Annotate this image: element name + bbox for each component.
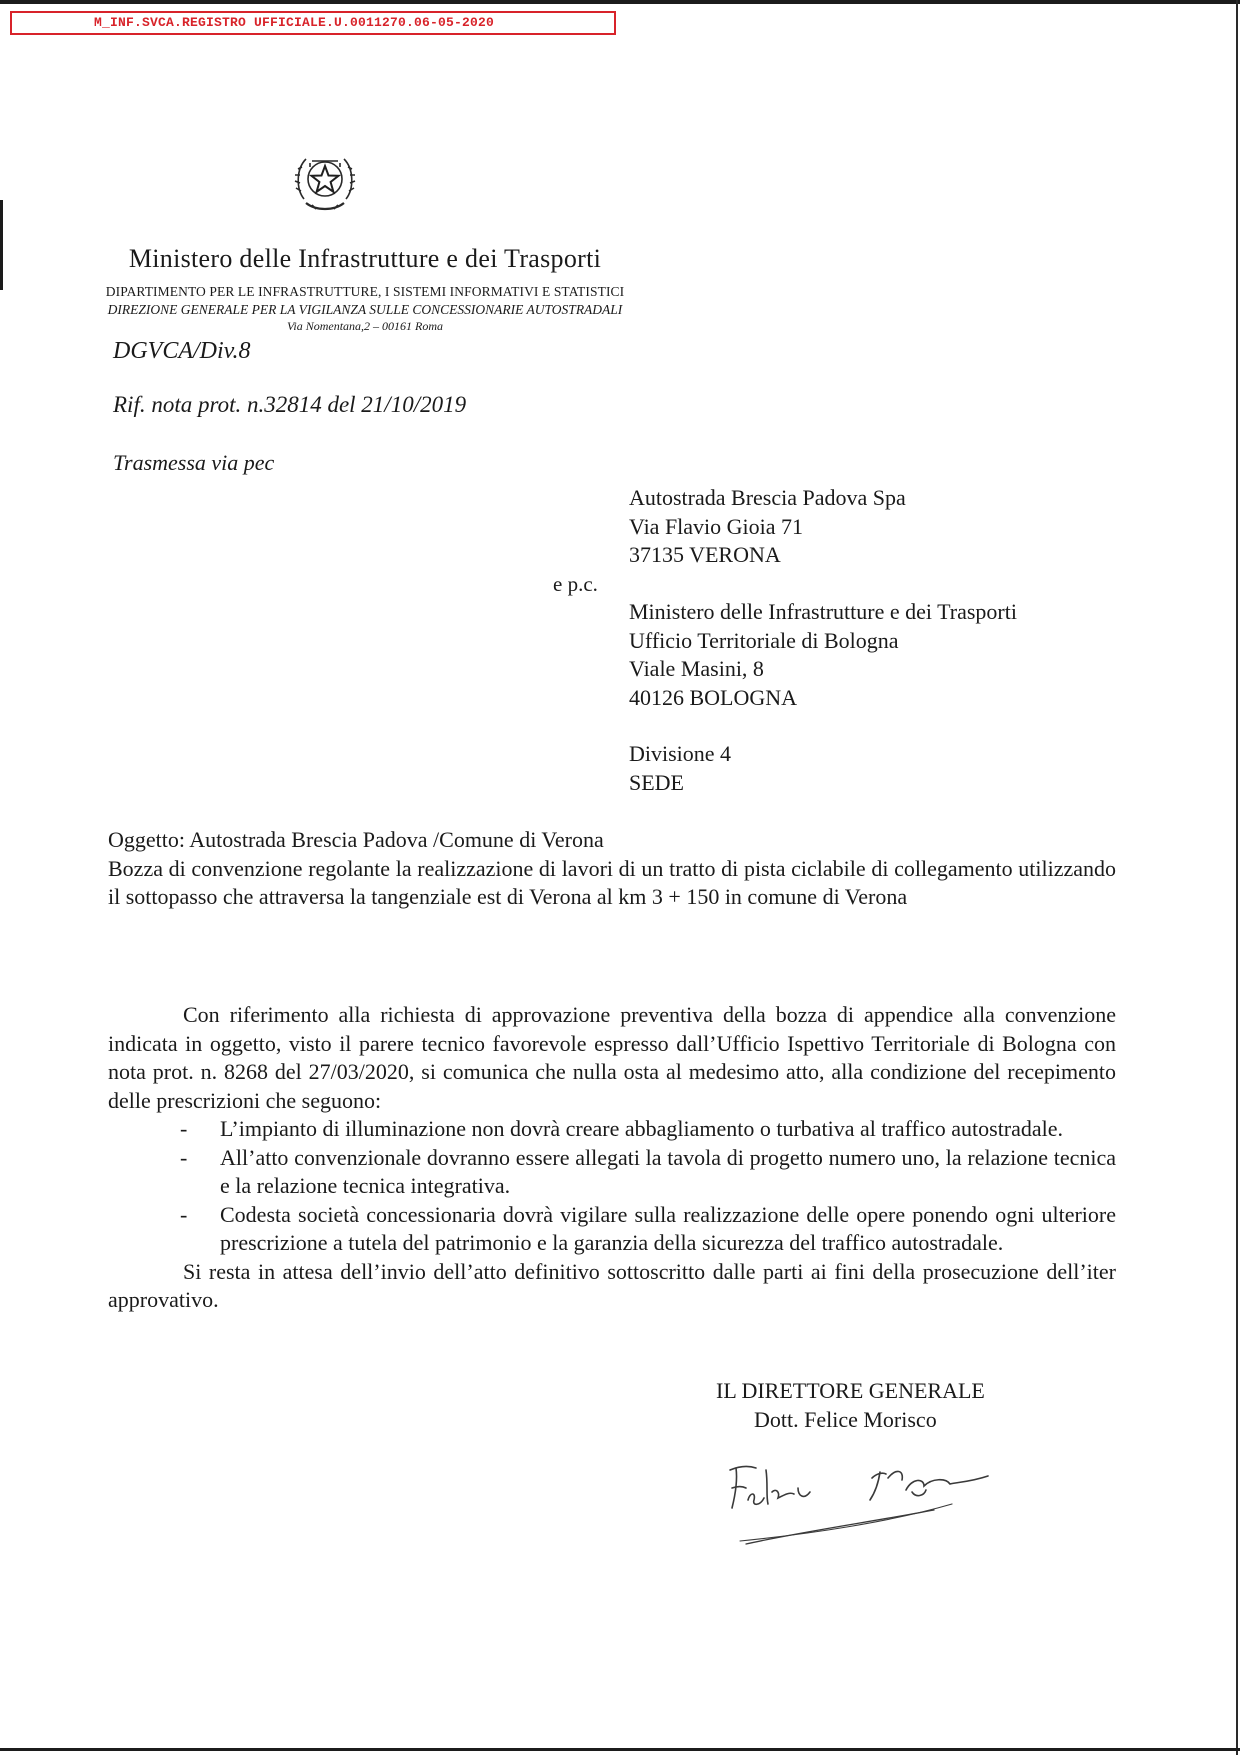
bullet-dash: - (180, 1144, 188, 1170)
reference-note: Rif. nota prot. n.32814 del 21/10/2019 (113, 392, 467, 417)
transmission-method: Trasmessa via pec (113, 450, 275, 475)
office-code: DGVCA/Div.8 (113, 338, 251, 364)
department-name: DIPARTIMENTO PER LE INFRASTRUTTURE, I SISTEMI INFORMATIVI E STATISTICI (105, 284, 625, 299)
letter-body (108, 1001, 1116, 1315)
recipient-line: 40126 BOLOGNA (629, 684, 798, 710)
recipient-line: Divisione 4 (629, 741, 732, 766)
cc-label: e p.c. (553, 572, 598, 596)
ministry-name: Ministero delle Infrastrutture e dei Trasporti (128, 244, 602, 273)
recipient-line: Via Flavio Gioia 71 (629, 513, 804, 539)
recipient-line: 37135 VERONA (629, 542, 781, 567)
ministry-address: Via Nomentana,2 – 00161 Roma (286, 319, 444, 333)
directorate-name: DIREZIONE GENERALE PER LA VIGILANZA SULLE CONCESSIONARIE AUTOSTRADALI (107, 302, 623, 317)
recipient-line: Ufficio Territoriale di Bologna (629, 627, 899, 653)
signatory-name: Dott. Felice Morisco (754, 1407, 937, 1432)
protocol-stamp: M_INF.SVCA.REGISTRO UFFICIALE.U.0011270.06-05-2020 (10, 11, 616, 35)
subject-text: Bozza di convenzione regolante la realizzazione di lavori di un tratto di pista ciclabile di collegamento utilizzando il sottopasso che attraversa la tangenziale est di Verona al km 3 + 150 in comune di Verona (108, 855, 1116, 909)
recipient-cc-1 (629, 598, 1017, 712)
recipient-line: Viale Masini, 8 (629, 656, 764, 681)
list-item: - L’impianto di illuminazione non dovrà creare abbagliamento o turbativa al traffico autostradale. (108, 1115, 1116, 1144)
republic-emblem-icon (292, 147, 358, 215)
recipient-line: SEDE (629, 769, 684, 795)
bullet-dash: - (180, 1201, 188, 1227)
subject-line: Oggetto: Autostrada Brescia Padova /Comune di Verona (108, 827, 604, 852)
page-border-bottom (0, 1748, 1240, 1751)
prescriptions-list (108, 1115, 1116, 1258)
bullet-dash: - (180, 1116, 188, 1141)
recipient-cc-2 (629, 740, 731, 797)
page-border-top (0, 0, 1240, 4)
signatory-title: IL DIRETTORE GENERALE (716, 1378, 985, 1403)
subject-block (108, 826, 1116, 912)
recipient-line: Ministero delle Infrastrutture e dei Trasporti (629, 599, 1017, 624)
list-item: - Codesta società concessionaria dovrà vigilare sulla realizzazione delle opere ponendo ogni ulteriore prescrizione a tutela del patrimonio e la garanzia della sicurezza del traffico autostradale. (180, 1201, 1116, 1255)
body-intro: Con riferimento alla richiesta di approvazione preventiva della bozza di appendice alla convenzione indicata in oggetto, visto il parere tecnico favorevole espresso dall’Ufficio Ispettivo Territoriale di Bologna con nota prot. n. 8268 del 27/03/2020, si comunica che nulla osta al medesimo atto, alla condizione del recepimento delle prescrizioni che seguono: (108, 1002, 1116, 1113)
list-item: - All’atto convenzionale dovranno essere allegati la tavola di progetto numero uno, la relazione tecnica e la relazione tecnica integrativa. (180, 1144, 1116, 1198)
recipient-line: Autostrada Brescia Padova Spa (629, 485, 906, 510)
body-closing: Si resta in attesa dell’invio dell’atto definitivo sottoscritto dalle parti ai fini della prosecuzione dell’iter approvativo. (108, 1258, 1116, 1312)
recipient-primary (629, 484, 906, 570)
handwritten-signature (720, 1448, 1020, 1548)
page-border-right (1236, 0, 1238, 1755)
